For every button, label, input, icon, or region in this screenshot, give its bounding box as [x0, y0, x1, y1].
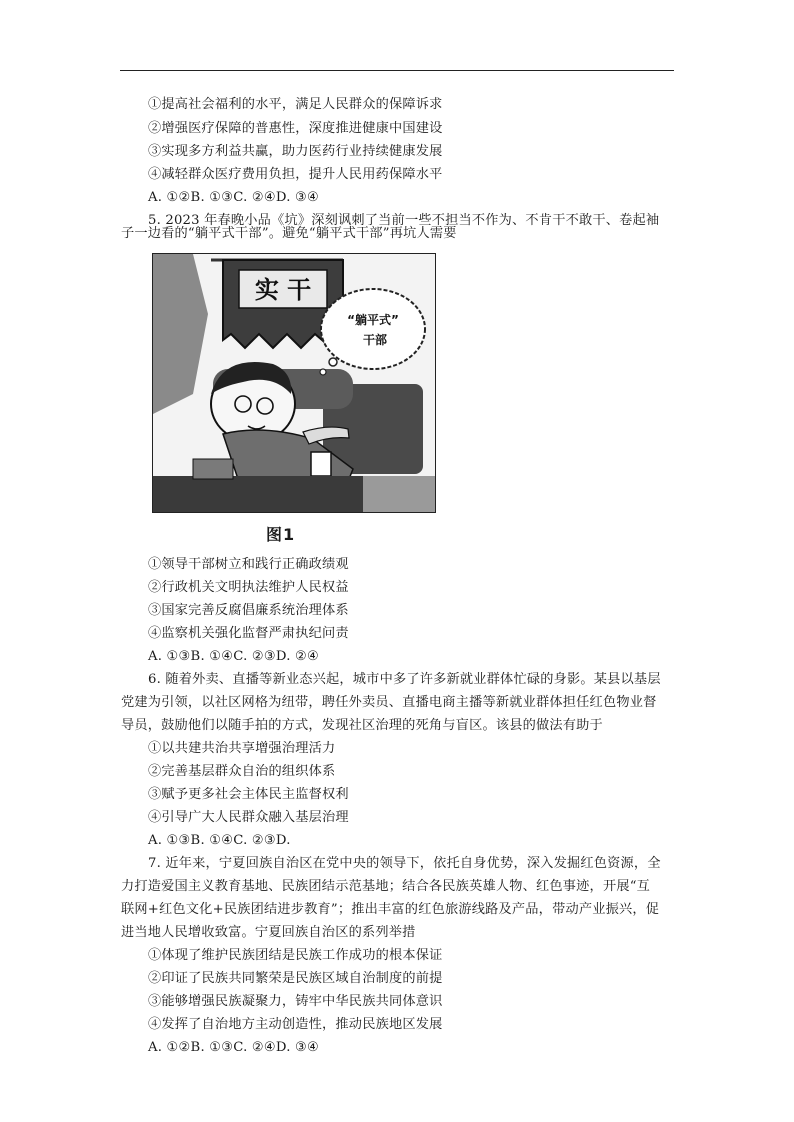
q5-option-4: ④监察机关强化监督严肃执纪问责 [148, 626, 349, 641]
q4-option-2: ②增强医疗保障的普惠性，深度推进健康中国建设 [148, 121, 443, 136]
q7-stem-line3: 联网+红色文化+民族团结进步教育”；推出丰富的红色旅游线路及产品，带动产业振兴，促 [121, 902, 660, 917]
q6-stem-line2: 党建为引领，以社区网格为纽带，聘任外卖员、直播电商主播等新就业群体担任红色物业督 [121, 695, 657, 710]
q6-option-3: ③赋予更多社会主体民主监督权利 [148, 787, 349, 802]
cartoon-illustration [153, 254, 435, 512]
q6-option-1: ①以共建共治共享增强治理活力 [148, 741, 336, 756]
q7-option-1: ①体现了维护民族团结是民族工作成功的根本保证 [148, 948, 443, 963]
q7-stem-line1: 7. 近年来，宁夏回族自治区在党中央的领导下，依托自身优势，深入发掘红色资源，全 [148, 856, 661, 871]
q5-option-3: ③国家完善反腐倡廉系统治理体系 [148, 603, 349, 618]
q7-stem-line2: 力打造爱国主义教育基地、民族团结示范基地；结合各民族英雄人物、红色事迹，开展“互 [121, 879, 651, 894]
q6-option-2: ②完善基层群众自治的组织体系 [148, 764, 336, 779]
banner-text: 实 干 [254, 276, 312, 304]
q7-option-3: ③能够增强民族凝聚力，铸牢中华民族共同体意识 [148, 994, 443, 1009]
q5-answers: A. ①③B. ①④C. ②③D. ②④ [148, 649, 320, 664]
q4-option-3: ③实现多方利益共赢，助力医药行业持续健康发展 [148, 144, 443, 159]
q5-option-1: ①领导干部树立和践行正确政绩观 [148, 557, 349, 572]
q4-option-1: ①提高社会福利的水平，满足人民群众的保障诉求 [148, 97, 443, 112]
q7-option-2: ②印证了民族共同繁荣是民族区域自治制度的前提 [148, 971, 443, 986]
q4-option-4: ④减轻群众医疗费用负担，提升人民用药保障水平 [148, 167, 443, 182]
bubble-text-line2: 干部 [362, 333, 388, 347]
q7-answers: A. ①②B. ①③C. ②④D. ③④ [148, 1040, 320, 1055]
q6-stem-line3: 导员，鼓励他们以随手拍的方式，发现社区治理的死角与盲区。该县的做法有助于 [121, 718, 603, 733]
q7-stem-line4: 进当地人民增收致富。宁夏回族自治区的系列举措 [121, 925, 416, 940]
q6-stem-line1: 6. 随着外卖、直播等新业态兴起，城市中多了许多新就业群体忙碌的身影。某县以基层 [148, 672, 661, 687]
q5-stem-line2: 子一边看的“躺平式干部”。避免“躺平式干部”再坑人需要 [121, 226, 457, 241]
figure-caption: 图1 [266, 525, 296, 544]
bubble-text-line1: “躺平式” [347, 313, 399, 327]
q5-option-2: ②行政机关文明执法维护人民权益 [148, 580, 349, 595]
q4-answers: A. ①②B. ①③C. ②④D. ③④ [148, 190, 320, 205]
q6-answers: A. ①③B. ①④C. ②③D. [148, 833, 291, 848]
cartoon-figure [152, 253, 436, 513]
q7-option-4: ④发挥了自治地方主动创造性，推动民族地区发展 [148, 1017, 443, 1032]
header-rule [120, 70, 674, 71]
q5-stem-line1: 5. 2023 年春晚小品《坑》深刻讽刺了当前一些不担当不作为、不肯干不敢干、卷起袖 [148, 213, 660, 228]
q6-option-4: ④引导广大人民群众融入基层治理 [148, 810, 349, 825]
